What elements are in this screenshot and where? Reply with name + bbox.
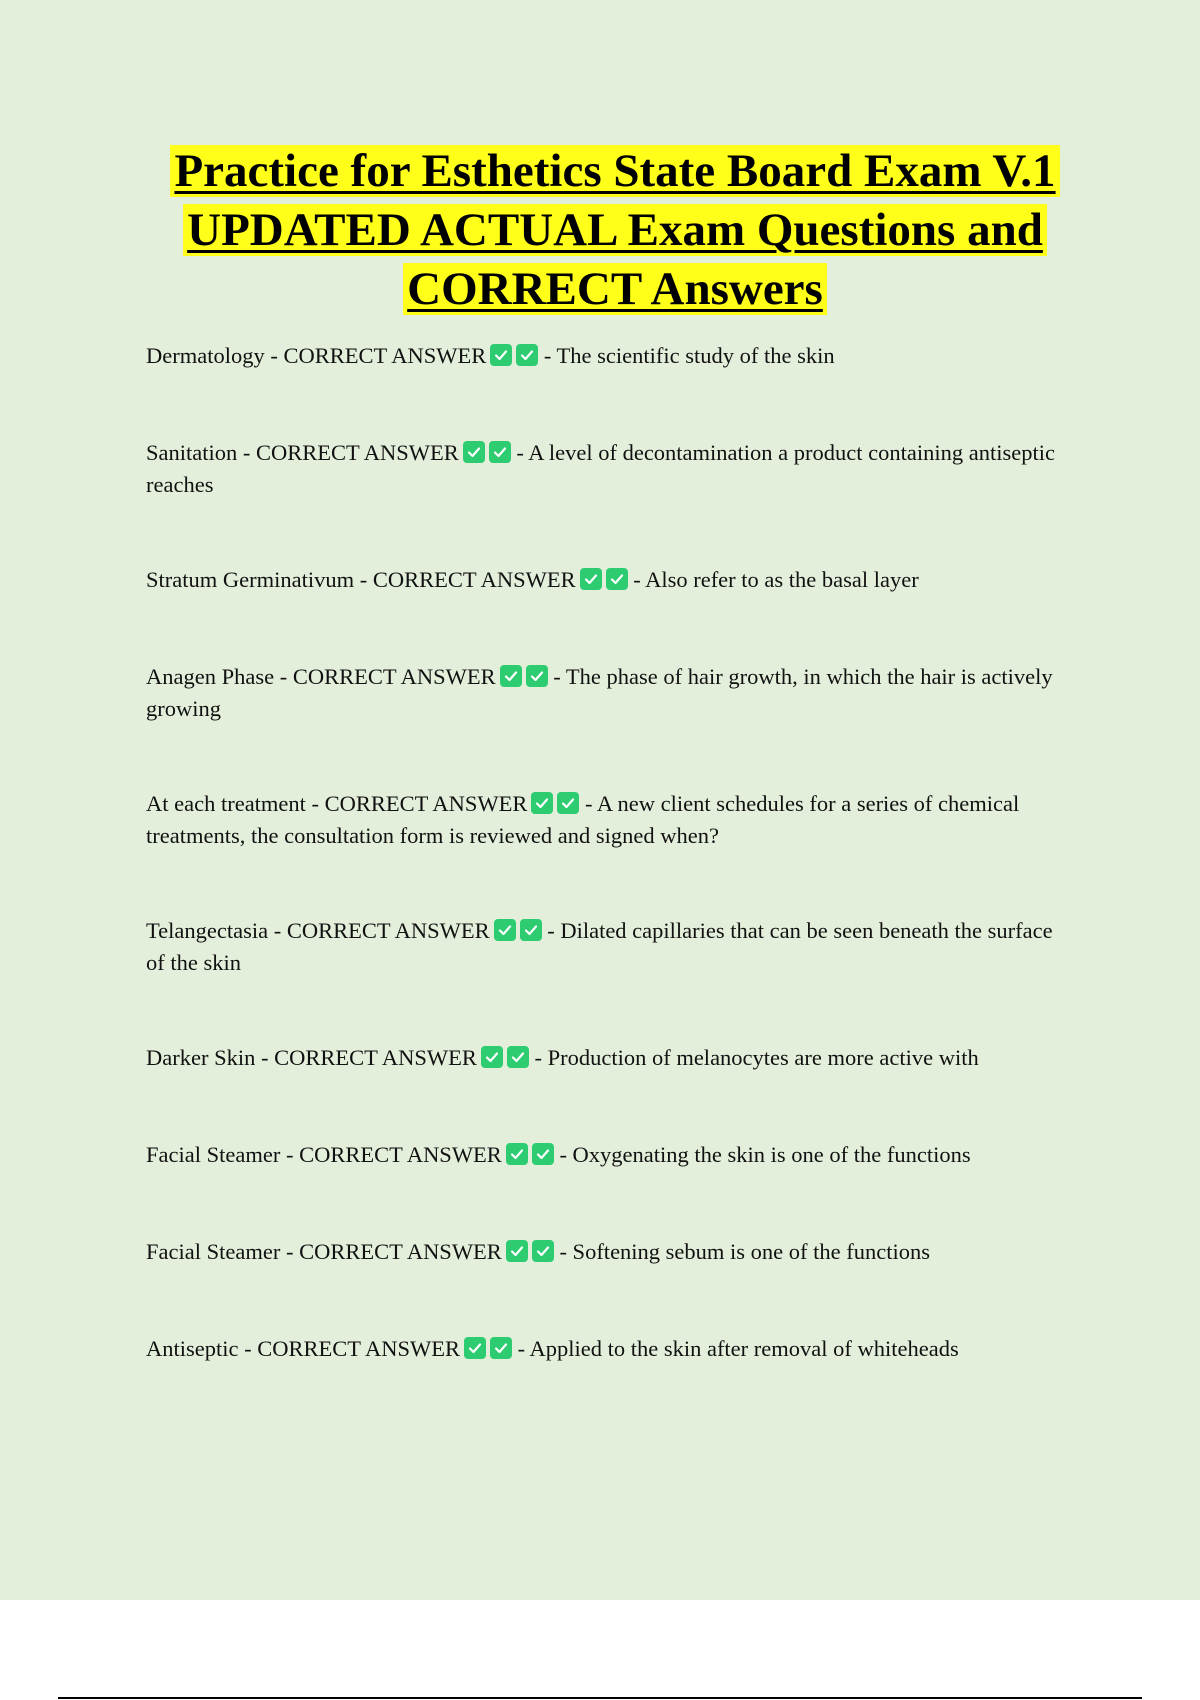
qa-marker: - CORRECT ANSWER bbox=[244, 1336, 460, 1361]
qa-item bbox=[146, 437, 1066, 501]
qa-marker: - CORRECT ANSWER bbox=[285, 1142, 502, 1167]
check-box-icon bbox=[531, 792, 553, 814]
check-box-icon bbox=[520, 919, 542, 941]
qa-term: Anagen Phase bbox=[146, 664, 275, 689]
check-box-icon bbox=[507, 1046, 529, 1068]
qa-answer: - Production of melanocytes are more active with bbox=[534, 1045, 979, 1070]
title-line-2: UPDATED ACTUAL Exam Questions and bbox=[183, 204, 1047, 256]
check-box-icon bbox=[532, 1240, 554, 1262]
check-box-icon bbox=[506, 1143, 528, 1165]
qa-item bbox=[146, 1236, 1066, 1268]
footer-divider bbox=[58, 1697, 1142, 1699]
title-line-3: CORRECT Answers bbox=[403, 263, 827, 315]
qa-marker: - CORRECT ANSWER bbox=[285, 1239, 502, 1264]
check-box-icon bbox=[606, 568, 628, 590]
qa-marker: - CORRECT ANSWER bbox=[260, 1045, 477, 1070]
qa-item bbox=[146, 1042, 1066, 1074]
qa-item bbox=[146, 340, 1066, 372]
check-box-icon bbox=[506, 1240, 528, 1262]
qa-answer: - A level of decontamination a product containing antiseptic reaches bbox=[146, 440, 1055, 497]
page-title bbox=[120, 142, 1110, 319]
qa-item bbox=[146, 915, 1066, 979]
qa-item bbox=[146, 661, 1066, 725]
qa-answer: - Also refer to as the basal layer bbox=[633, 567, 919, 592]
qa-answer: - The scientific study of the skin bbox=[543, 343, 835, 368]
qa-answer: - Applied to the skin after removal of whiteheads bbox=[517, 1336, 959, 1361]
check-box-icon bbox=[557, 792, 579, 814]
check-box-icon bbox=[489, 441, 511, 463]
qa-term: At each treatment bbox=[146, 791, 306, 816]
qa-answer: - A new client schedules for a series of chemical treatments, the consultation form is reviewed and signed when? bbox=[146, 791, 1020, 848]
check-box-icon bbox=[580, 568, 602, 590]
title-line-1: Practice for Esthetics State Board Exam V.1 bbox=[170, 145, 1059, 197]
qa-term: Dermatology bbox=[146, 343, 265, 368]
check-box-icon bbox=[494, 919, 516, 941]
qa-answer: - Oxygenating the skin is one of the functions bbox=[559, 1142, 971, 1167]
qa-term: Sanitation bbox=[146, 440, 238, 465]
qa-item bbox=[146, 1139, 1066, 1171]
qa-marker: - CORRECT ANSWER bbox=[279, 664, 496, 689]
check-box-icon bbox=[532, 1143, 554, 1165]
qa-term: Darker Skin bbox=[146, 1045, 256, 1070]
qa-term: Stratum Germinativum bbox=[146, 567, 355, 592]
qa-item bbox=[146, 1333, 1066, 1365]
qa-item bbox=[146, 564, 1066, 596]
qa-marker: - CORRECT ANSWER bbox=[311, 791, 528, 816]
check-box-icon bbox=[463, 441, 485, 463]
qa-term: Antiseptic bbox=[146, 1336, 239, 1361]
qa-answer: - The phase of hair growth, in which the hair is actively growing bbox=[146, 664, 1053, 721]
qa-term: Facial Steamer bbox=[146, 1142, 281, 1167]
qa-term: Facial Steamer bbox=[146, 1239, 281, 1264]
check-box-icon bbox=[500, 665, 522, 687]
check-box-icon bbox=[481, 1046, 503, 1068]
qa-marker: - CORRECT ANSWER bbox=[270, 343, 487, 368]
check-box-icon bbox=[464, 1337, 486, 1359]
qa-answer: - Dilated capillaries that can be seen beneath the surface of the skin bbox=[146, 918, 1053, 975]
qa-answer: - Softening sebum is one of the functions bbox=[559, 1239, 931, 1264]
check-box-icon bbox=[516, 344, 538, 366]
qa-item bbox=[146, 788, 1066, 852]
qa-marker: - CORRECT ANSWER bbox=[359, 567, 576, 592]
check-box-icon bbox=[526, 665, 548, 687]
qa-marker: - CORRECT ANSWER bbox=[273, 918, 490, 943]
check-box-icon bbox=[490, 1337, 512, 1359]
qa-term: Telangectasia bbox=[146, 918, 269, 943]
check-box-icon bbox=[490, 344, 512, 366]
qa-marker: - CORRECT ANSWER bbox=[242, 440, 459, 465]
